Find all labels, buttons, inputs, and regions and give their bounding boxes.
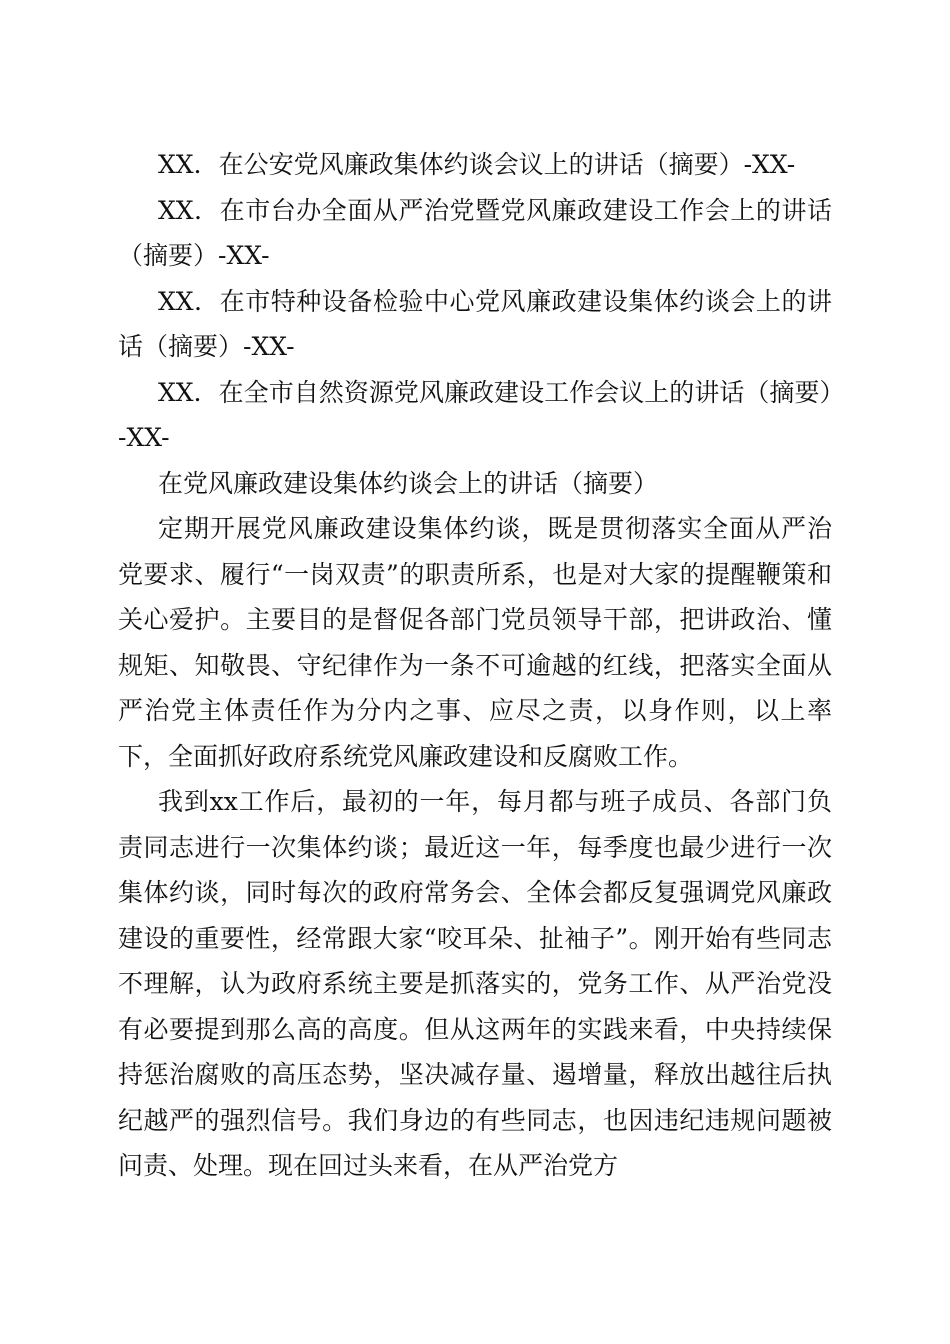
toc-entry-natural-resources: XX．在全市自然资源党风廉政建设工作会议上的讲话（摘要）-XX- — [118, 377, 832, 452]
toc-entry-public-security: XX．在公安党风廉政集体约谈会议上的讲话（摘要）-XX- — [158, 150, 796, 179]
body-paragraph-1: 定期开展党风廉政建设集体约谈，既是贯彻落实全面从严治党要求、履行“一岗双责”的职责所系，也是对大家的提醒鞭策和关心爱护。主要目的是督促各部门党员领导干部，把讲政治、懂规矩、知敬畏、守纪律作为一条不可逾越的红线，把落实全面从严治党主体责任作为分内之事、应尽之责，以身作则，以上率下，全面抓好政府系统党风廉政建设和反腐败工作。 — [118, 514, 832, 771]
toc-entry-taiwan-affairs-office: XX．在市台办全面从严治党暨党风廉政建设工作会上的讲话（摘要）-XX- — [118, 195, 832, 270]
body-paragraph-2: 我到xx工作后，最初的一年，每月都与班子成员、各部门负责同志进行一次集体约谈；最近这一年，每季度也最少进行一次集体约谈，同时每次的政府常务会、全体会都反复强调党风廉政建设的重要性，经常跟大家“咬耳朵、扯袖子”。刚开始有些同志不理解，认为政府系统主要是抓落实的，党务工作、从严治党没有必要提到那么高的高度。但从这两年的实践来看，中央持续保持惩治腐败的高压态势，坚决减存量、遏增量，释放出越往后执纪越严的强烈信号。我们身边的有些同志，也因违纪违规问题被问责、处理。现在回过头来看，在从严治党方 — [118, 787, 832, 1180]
section-heading: 在党风廉政建设集体约谈会上的讲话（摘要） — [158, 468, 659, 498]
document-body — [118, 142, 832, 1189]
toc-entry-special-equipment-center: XX．在市特种设备检验中心党风廉政建设集体约谈会上的讲话（摘要）-XX- — [118, 286, 832, 361]
